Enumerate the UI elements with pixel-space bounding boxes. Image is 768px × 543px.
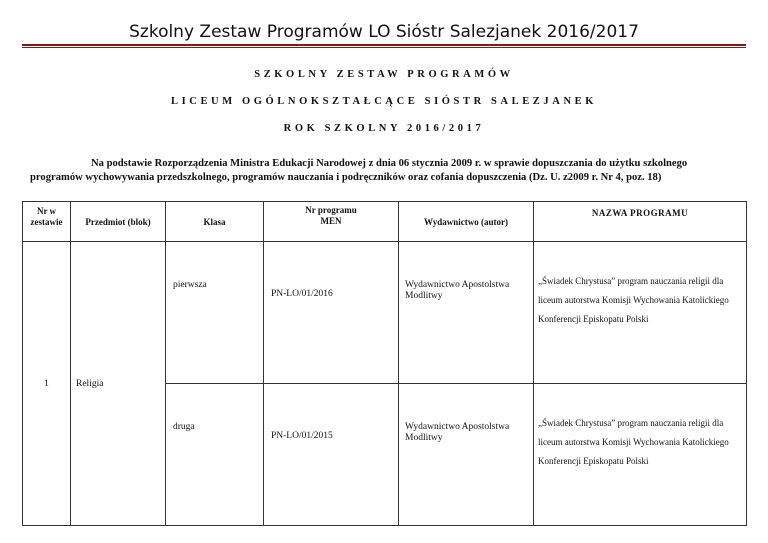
header-program-name: NAZWA PROGRAMU	[534, 202, 747, 242]
table-header-row	[23, 202, 747, 242]
header-publisher: Wydawnictwo (autor)	[399, 202, 534, 242]
legal-basis-line-1: Na podstawie Rozporządzenia Ministra Edukacji Narodowej z dnia 06 stycznia 2009 r. w sprawie dopuszczania do użytku szkolnego	[91, 158, 688, 169]
header-nr	[23, 202, 71, 242]
heading-school-year: ROK SZKOLNY 2016/2017	[283, 123, 485, 134]
header-nr-line-1: Nr w	[36, 206, 57, 216]
heading-program-set: SZKOLNY ZESTAW PROGRAMÓW	[254, 69, 514, 80]
cell-klasa: druga	[166, 384, 264, 526]
header-men-line-2: MEN	[320, 216, 342, 226]
header-nr-line-2: zestawie	[30, 217, 63, 227]
header-men-line-1: Nr programu	[305, 205, 357, 215]
header-rule	[22, 44, 746, 46]
page-header-title: Szkolny Zestaw Programów LO Sióstr Salezjanek 2016/2017	[129, 22, 639, 42]
cell-subject: Religia	[71, 242, 166, 526]
cell-klasa: pierwsza	[166, 242, 264, 384]
programs-table	[22, 201, 747, 526]
header-men	[264, 202, 399, 242]
cell-program-name: „Świadek Chrystusa” program nauczania religii dla liceum autorstwa Komisji Wychowania Katolickiego Konferencji Episkopatu Polski	[534, 384, 747, 526]
header-klasa: Klasa	[166, 202, 264, 242]
legal-basis-paragraph	[30, 157, 738, 185]
header-rule-thin	[22, 47, 746, 48]
cell-men: PN-LO/01/2016	[264, 242, 399, 384]
cell-publisher: Wydawnictwo Apostolstwa Modlitwy	[399, 242, 534, 384]
cell-men: PN-LO/01/2015	[264, 384, 399, 526]
cell-publisher: Wydawnictwo Apostolstwa Modlitwy	[399, 384, 534, 526]
heading-school-name: LICEUM OGÓLNOKSZTAŁCĄCE SIÓSTR SALEZJANEK	[170, 96, 597, 107]
cell-program-name: „Świadek Chrystusa” program nauczania religii dla liceum autorstwa Komisji Wychowania Katolickiego Konferencji Episkopatu Polski	[534, 242, 747, 384]
table-row	[23, 242, 747, 384]
legal-basis-line-2: programów wychowywania przedszkolnego, programów nauczania i podręczników oraz cofania dopuszczenia (Dz. U. z2009 r. Nr 4, poz. 18)	[30, 172, 662, 183]
header-subject: Przedmiot (blok)	[71, 202, 166, 242]
cell-nr: 1	[23, 242, 71, 526]
